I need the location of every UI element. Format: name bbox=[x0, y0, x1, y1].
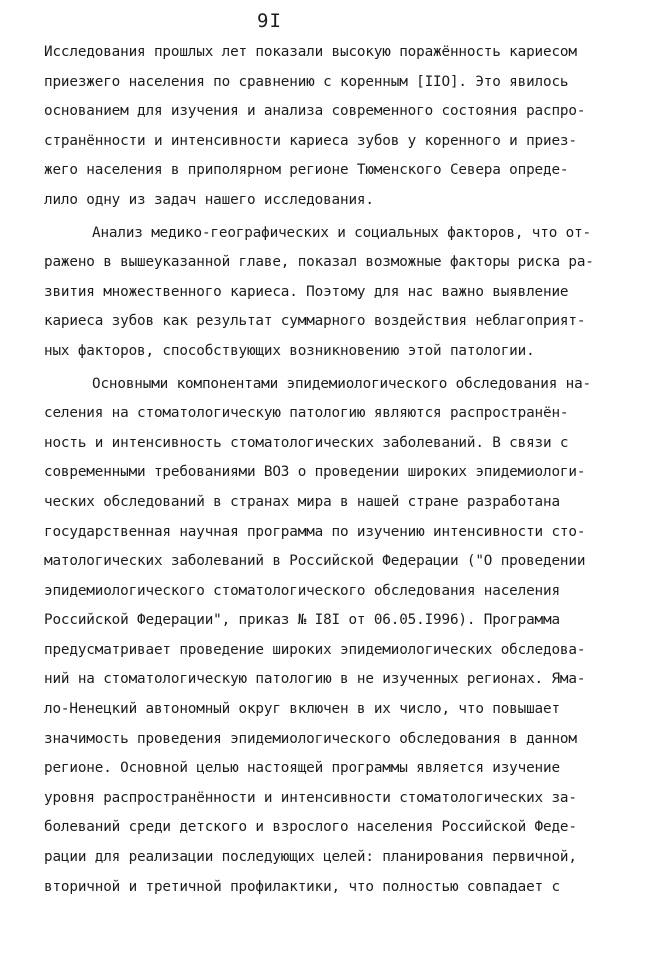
text-line: жего населения в приполярном регионе Тюменского Севера опреде- bbox=[44, 162, 569, 179]
text-line: ний на стоматологическую патологию в не изученных регионах. Яма- bbox=[44, 671, 586, 688]
text-line: кариеса зубов как результат суммарного воздействия неблагоприят- bbox=[44, 313, 586, 330]
text-line: Российской Федерации", приказ № I8I от 06.05.I996). Программа bbox=[44, 612, 560, 629]
page-number: 9I bbox=[257, 10, 282, 32]
text-line: уровня распространённости и интенсивности стоматологических за- bbox=[44, 789, 577, 806]
text-line: Исследования прошлых лет показали высокую поражённость кариесом bbox=[44, 44, 577, 60]
text-line: эпидемиологического стоматологического обследования населения bbox=[44, 582, 560, 599]
text-line: вторичной и третичной профилактики, что полностью совпадает с bbox=[44, 878, 560, 895]
text-line: ность и интенсивность стоматологических заболеваний. В связи с bbox=[44, 434, 569, 451]
text-line: Анализ медико-географических и социальных факторов, что от- bbox=[92, 224, 591, 241]
paragraph bbox=[44, 38, 624, 216]
text-line: странённости и интенсивности кариеса зубов у коренного и приез- bbox=[44, 132, 577, 149]
text-line: Основными компонентами эпидемиологического обследования на- bbox=[92, 375, 591, 392]
text-line: ческих обследований в странах мира в нашей стране разработана bbox=[44, 493, 560, 510]
text-line: значимость проведения эпидемиологического обследования в данном bbox=[44, 730, 577, 747]
text-line: современными требованиями ВОЗ о проведении широких эпидемиологи- bbox=[44, 464, 586, 481]
text-line: селения на стоматологическую патологию являются распространён- bbox=[44, 405, 569, 422]
text-line: лило одну из задач нашего исследования. bbox=[44, 191, 374, 208]
text-line: болеваний среди детского и взрослого населения Российской Феде- bbox=[44, 819, 577, 836]
body-text bbox=[44, 38, 624, 902]
text-line: ло-Ненецкий автономный округ включен в их число, что повышает bbox=[44, 701, 560, 718]
text-line: регионе. Основной целью настоящей программы является изучение bbox=[44, 760, 560, 777]
text-line: основанием для изучения и анализа современного состояния распро- bbox=[44, 103, 586, 120]
text-line: приезжего населения по сравнению с коренным [IIO]. Это явилось bbox=[44, 73, 569, 90]
text-line: ражено в вышеуказанной главе, показал возможные факторы риска ра- bbox=[44, 254, 594, 271]
paragraph bbox=[44, 370, 624, 903]
text-line: звития множественного кариеса. Поэтому для нас важно выявление bbox=[44, 283, 569, 300]
paragraph bbox=[44, 219, 624, 367]
text-line: государственная научная программа по изучению интенсивности сто- bbox=[44, 523, 586, 540]
text-line: ных факторов, способствующих возникновению этой патологии. bbox=[44, 342, 535, 359]
text-line: матологических заболеваний в Российской Федерации ("О проведении bbox=[44, 553, 586, 570]
text-line: предусматривает проведение широких эпидемиологических обследова- bbox=[44, 641, 586, 658]
text-line: рации для реализации последующих целей: планирования первичной, bbox=[44, 849, 577, 866]
